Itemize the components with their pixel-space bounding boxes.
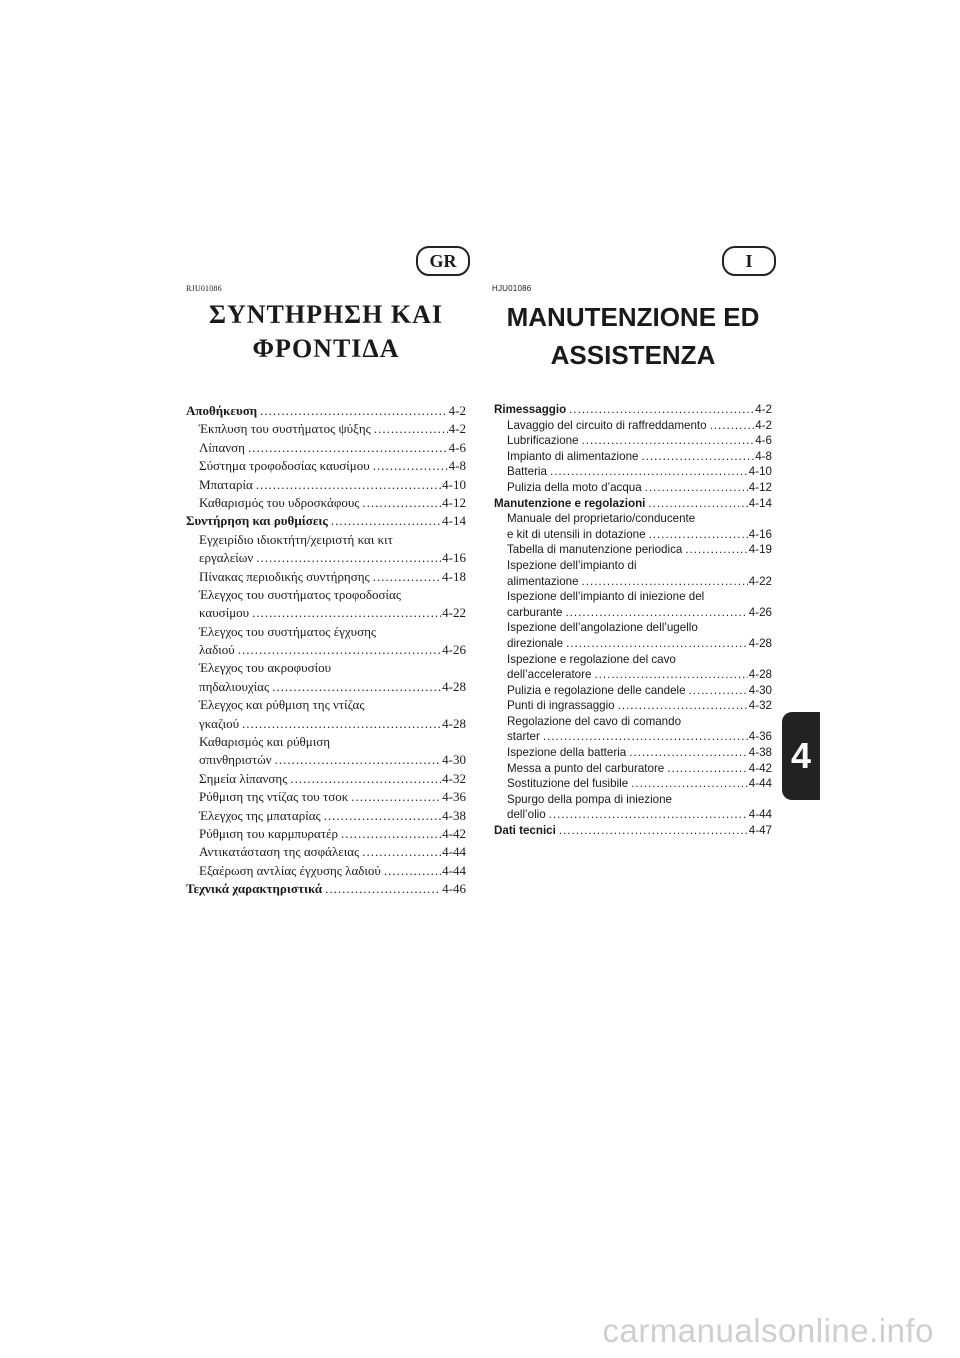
toc-entry-label: Manutenzione e regolazioni <box>494 496 646 510</box>
toc-dot-leader <box>362 843 441 861</box>
toc-entry-page: 4-28 <box>748 636 772 650</box>
toc-entry-page: 4-22 <box>748 574 772 588</box>
toc-entry[interactable] <box>494 776 772 792</box>
toc-dot-leader <box>325 880 441 898</box>
toc-dot-leader <box>256 476 441 494</box>
toc-entry-label: Εξαέρωση αντλίας έγχυσης λαδιού <box>199 862 381 878</box>
toc-entry-page: 4-30 <box>748 683 772 697</box>
toc-entry[interactable] <box>494 402 772 418</box>
chapter-tab[interactable]: 4 <box>782 712 820 800</box>
toc-dot-leader <box>631 776 748 792</box>
toc-entry[interactable] <box>494 652 772 668</box>
toc-entry-label: σπινθηριστών <box>199 752 272 768</box>
chapter-title-greek-line2: ΦΡΟΝΤΙΔΑ <box>252 334 400 363</box>
toc-dot-leader <box>618 698 748 714</box>
toc-entry[interactable] <box>186 843 466 861</box>
toc-entry[interactable] <box>186 641 466 659</box>
toc-entry-page: 4-36 <box>748 730 772 744</box>
toc-entry-page: 4-47 <box>748 824 772 838</box>
toc-entry-label: Έλεγχος και ρύθμιση της ντίζας <box>199 697 365 713</box>
toc-entry-label: alimentazione <box>507 574 579 588</box>
toc-entry[interactable] <box>494 496 772 512</box>
toc-entry[interactable] <box>494 418 772 434</box>
toc-entry[interactable] <box>494 527 772 543</box>
toc-entry-page: 4-22 <box>442 605 466 621</box>
toc-entry[interactable] <box>186 439 466 457</box>
toc-entry-label: Sostituzione del fusibile <box>507 777 629 791</box>
toc-entry[interactable] <box>494 589 772 605</box>
toc-dot-leader <box>685 542 747 558</box>
toc-dot-leader <box>641 449 754 465</box>
toc-entry-label: Έλεγχος του συστήματος έγχυσης <box>199 623 377 639</box>
toc-entry[interactable] <box>186 770 466 788</box>
toc-dot-leader <box>373 457 448 475</box>
toc-entry-label: Καθαρισμός του υδροσκάφους <box>199 494 360 510</box>
toc-entry-label: Αποθήκευση <box>186 403 258 418</box>
toc-entry-label: Καθαρισμός και ρύθμιση <box>199 734 331 750</box>
toc-entry[interactable] <box>494 667 772 683</box>
section-code-greek: RJU01086 <box>186 284 222 293</box>
toc-dot-leader <box>238 641 441 659</box>
toc-entry-page: 4-44 <box>748 777 772 791</box>
toc-entry[interactable] <box>186 568 466 586</box>
section-code-italian: HJU01086 <box>492 284 532 293</box>
toc-dot-leader <box>260 402 448 420</box>
toc-dot-leader <box>373 568 441 586</box>
toc-entry-page: 4-26 <box>442 642 466 658</box>
toc-entry[interactable] <box>494 620 772 636</box>
toc-entry-page: 4-44 <box>748 808 772 822</box>
language-badge-greek: GR <box>416 246 470 276</box>
toc-entry[interactable] <box>494 449 772 465</box>
toc-entry-page: 4-10 <box>442 476 466 492</box>
toc-entry[interactable] <box>494 480 772 496</box>
toc-entry-page: 4-44 <box>442 862 466 878</box>
toc-entry-label: Τεχνικά χαρακτηριστικά <box>186 881 323 897</box>
toc-entry-page: 4-26 <box>748 605 772 619</box>
toc-entry-label: Pulizia e regolazione delle candele <box>507 683 686 697</box>
toc-entry[interactable] <box>186 807 466 825</box>
toc-entry-page: 4-12 <box>442 494 466 510</box>
toc-entry[interactable] <box>186 825 466 843</box>
toc-entry-page: 4-32 <box>442 770 466 786</box>
toc-entry-label: direzionale <box>507 636 564 650</box>
toc-entry-page: 4-6 <box>448 439 466 455</box>
toc-entry[interactable] <box>186 402 466 420</box>
toc-entry[interactable] <box>494 558 772 574</box>
toc-entry-page: 4-6 <box>755 434 772 448</box>
toc-entry-label: starter <box>507 730 540 744</box>
watermark-text: carmanualsonline.info <box>602 1312 934 1349</box>
chapter-title-greek-line1: ΣΥΝΤΗΡΗΣΗ ΚΑΙ <box>208 300 444 329</box>
toc-entry-label: Ispezione della batteria <box>507 746 627 760</box>
toc-entry-label: Εγχειρίδιο ιδιοκτήτη/χειριστή και κιτ <box>199 531 393 547</box>
toc-entry[interactable] <box>186 751 466 769</box>
toc-entry-label: e kit di utensili in dotazione <box>507 527 646 541</box>
toc-dot-leader <box>543 729 748 745</box>
toc-dot-leader <box>710 418 755 434</box>
toc-entry[interactable] <box>186 659 466 677</box>
toc-entry-page: 4-30 <box>442 752 466 768</box>
toc-entry[interactable] <box>494 807 772 823</box>
toc-entry-page: 4-28 <box>442 715 466 731</box>
toc-entry-label: Regolazione del cavo di comando <box>507 714 682 728</box>
toc-entry-label: Λίπανση <box>199 439 245 455</box>
toc-dot-leader <box>290 770 441 788</box>
toc-entry-page: 4-46 <box>442 881 466 897</box>
toc-dot-leader <box>549 807 748 823</box>
toc-entry-page: 4-38 <box>442 807 466 823</box>
toc-dot-leader <box>272 678 441 696</box>
toc-dot-leader <box>569 402 754 418</box>
toc-entry-label: Έλεγχος του ακροφυσίου <box>199 660 332 676</box>
toc-dot-leader <box>648 496 747 512</box>
toc-entry-label: Μπαταρία <box>199 476 253 492</box>
toc-entry-label: Spurgo della pompa di iniezione <box>507 792 673 806</box>
toc-entry-label: Ispezione dell’impianto di <box>507 558 637 572</box>
toc-dot-leader <box>582 433 755 449</box>
chapter-title-italian <box>492 298 774 374</box>
toc-dot-leader <box>242 715 441 733</box>
toc-entry[interactable] <box>494 574 772 590</box>
toc-entry[interactable] <box>494 464 772 480</box>
toc-dot-leader <box>324 807 442 825</box>
toc-entry-label: Έκπλυση του συστήματος ψύξης <box>199 421 371 437</box>
toc-entry-page: 4-2 <box>755 403 772 416</box>
toc-entry-label: Lavaggio del circuito di raffreddamento <box>507 418 707 432</box>
toc-entry[interactable] <box>186 457 466 475</box>
toc-entry[interactable] <box>494 605 772 621</box>
toc-dot-leader <box>582 574 748 590</box>
toc-entry[interactable] <box>186 420 466 438</box>
toc-entry-label: Punti di ingrassaggio <box>507 699 615 713</box>
toc-entry-label: dell’acceleratore <box>507 668 592 682</box>
toc-entry[interactable] <box>186 586 466 604</box>
toc-entry[interactable] <box>186 604 466 622</box>
toc-dot-leader <box>645 480 748 496</box>
language-badge-italian: I <box>722 246 776 276</box>
toc-entry[interactable] <box>186 696 466 714</box>
toc-dot-leader <box>362 494 441 512</box>
toc-dot-leader <box>351 788 441 806</box>
toc-dot-leader <box>566 636 748 652</box>
toc-entry-label: Manuale del proprietario/conducente <box>507 512 696 526</box>
toc-entry-label: Ρύθμιση της ντίζας του τσοκ <box>199 789 349 805</box>
toc-dot-leader <box>649 527 748 543</box>
toc-dot-leader <box>689 683 748 699</box>
toc-dot-leader <box>550 464 748 480</box>
toc-entry-page: 4-2 <box>448 403 466 418</box>
toc-dot-leader <box>559 823 748 839</box>
toc-entry-label: carburante <box>507 605 563 619</box>
toc-entry-label: Έλεγχος της μπαταρίας <box>199 807 321 823</box>
toc-entry-page: 4-42 <box>748 761 772 775</box>
toc-entry[interactable] <box>494 698 772 714</box>
toc-entry-label: Tabella di manutenzione periodica <box>507 543 683 557</box>
toc-entry-page: 4-28 <box>442 678 466 694</box>
toc-entry[interactable] <box>494 761 772 777</box>
toc-dot-leader <box>341 825 441 843</box>
toc-entry-page: 4-12 <box>748 480 772 494</box>
toc-entry-label: πηδαλιουχίας <box>199 678 270 694</box>
toc-entry-label: Ispezione e regolazione del cavo <box>507 652 676 666</box>
chapter-title-italian-line1: MANUTENZIONE ED <box>506 302 760 332</box>
toc-entry-page: 4-14 <box>442 513 466 529</box>
toc-entry-page: 4-10 <box>748 465 772 479</box>
toc-entry-page: 4-38 <box>748 746 772 760</box>
toc-entry-label: Σύστημα τροφοδοσίας καυσίμου <box>199 458 370 474</box>
toc-entry[interactable] <box>186 623 466 641</box>
toc-dot-leader <box>384 862 441 880</box>
toc-entry-page: 4-16 <box>442 550 466 566</box>
toc-entry-label: Έλεγχος του συστήματος τροφοδοσίας <box>199 586 402 602</box>
toc-dot-leader <box>565 605 747 621</box>
toc-entry[interactable] <box>494 433 772 449</box>
toc-dot-leader <box>629 745 748 761</box>
toc-entry[interactable] <box>494 683 772 699</box>
toc-entry-label: Πίνακας περιοδικής συντήρησης <box>199 568 370 584</box>
toc-entry-label: Συντήρηση και ρυθμίσεις <box>186 513 328 529</box>
toc-entry[interactable] <box>494 542 772 558</box>
toc-entry[interactable] <box>186 880 466 898</box>
toc-entry-label: Impianto di alimentazione <box>507 449 639 463</box>
toc-entry-label: γκαζιού <box>199 715 240 731</box>
toc-entry[interactable] <box>494 714 772 730</box>
toc-entry-label: Batteria <box>507 465 547 479</box>
toc-entry-page: 4-18 <box>442 568 466 584</box>
toc-dot-leader <box>374 420 448 438</box>
toc-dot-leader <box>667 761 748 777</box>
toc-entry-page: 4-2 <box>755 418 772 432</box>
toc-entry[interactable] <box>186 531 466 549</box>
toc-entry-page: 4-44 <box>442 844 466 860</box>
toc-entry[interactable] <box>494 729 772 745</box>
toc-entry[interactable] <box>494 823 772 839</box>
toc-entry-page: 4-28 <box>748 668 772 682</box>
toc-entry-label: Lubrificazione <box>507 434 579 448</box>
toc-entry[interactable] <box>494 636 772 652</box>
toc-entry-label: εργαλείων <box>199 550 254 566</box>
toc-entry-label: dell’olio <box>507 808 546 822</box>
toc-entry-label: Σημεία λίπανσης <box>199 770 288 786</box>
toc-entry-page: 4-8 <box>755 449 772 463</box>
toc-entry-label: καυσίμου <box>199 605 250 621</box>
toc-entry[interactable] <box>186 788 466 806</box>
toc-entry-label: λαδιού <box>199 642 235 658</box>
toc-entry[interactable] <box>186 678 466 696</box>
toc-entry[interactable] <box>494 511 772 527</box>
toc-dot-leader <box>594 667 747 683</box>
toc-entry[interactable] <box>186 715 466 733</box>
toc-entry-label: Dati tecnici <box>494 824 556 838</box>
toc-entry[interactable] <box>186 476 466 494</box>
toc-entry-label: Ispezione dell’angolazione dell’ugello <box>507 621 698 635</box>
toc-entry-page: 4-16 <box>748 527 772 541</box>
toc-entry-label: Rimessaggio <box>494 403 567 416</box>
table-of-contents-italian <box>494 402 772 839</box>
toc-entry[interactable] <box>494 792 772 808</box>
toc-entry-label: Ispezione dell’impianto di iniezione del <box>507 590 705 604</box>
toc-entry[interactable] <box>186 733 466 751</box>
chapter-title-greek <box>186 298 466 366</box>
toc-entry-page: 4-42 <box>442 825 466 841</box>
toc-entry-label: Ρύθμιση του καρμπυρατέρ <box>199 825 339 841</box>
toc-entry-page: 4-2 <box>448 421 466 437</box>
toc-dot-leader <box>256 549 441 567</box>
toc-entry-page: 4-36 <box>442 789 466 805</box>
toc-entry-page: 4-32 <box>748 699 772 713</box>
toc-entry[interactable] <box>186 512 466 530</box>
toc-entry-page: 4-19 <box>748 543 772 557</box>
toc-entry-page: 4-14 <box>748 496 772 510</box>
toc-dot-leader <box>331 512 441 530</box>
toc-entry[interactable] <box>494 745 772 761</box>
toc-entry-label: Messa a punto del carburatore <box>507 761 665 775</box>
toc-entry[interactable] <box>186 862 466 880</box>
toc-entry[interactable] <box>186 549 466 567</box>
toc-entry-page: 4-8 <box>448 458 466 474</box>
chapter-title-italian-line2: ASSISTENZA <box>550 340 716 370</box>
toc-dot-leader <box>248 439 448 457</box>
toc-entry-label: Pulizia della moto d’acqua <box>507 480 642 494</box>
toc-dot-leader <box>275 751 442 769</box>
table-of-contents-greek <box>186 402 466 899</box>
toc-entry-label: Αντικατάσταση της ασφάλειας <box>199 844 360 860</box>
toc-entry[interactable] <box>186 494 466 512</box>
toc-dot-leader <box>252 604 441 622</box>
